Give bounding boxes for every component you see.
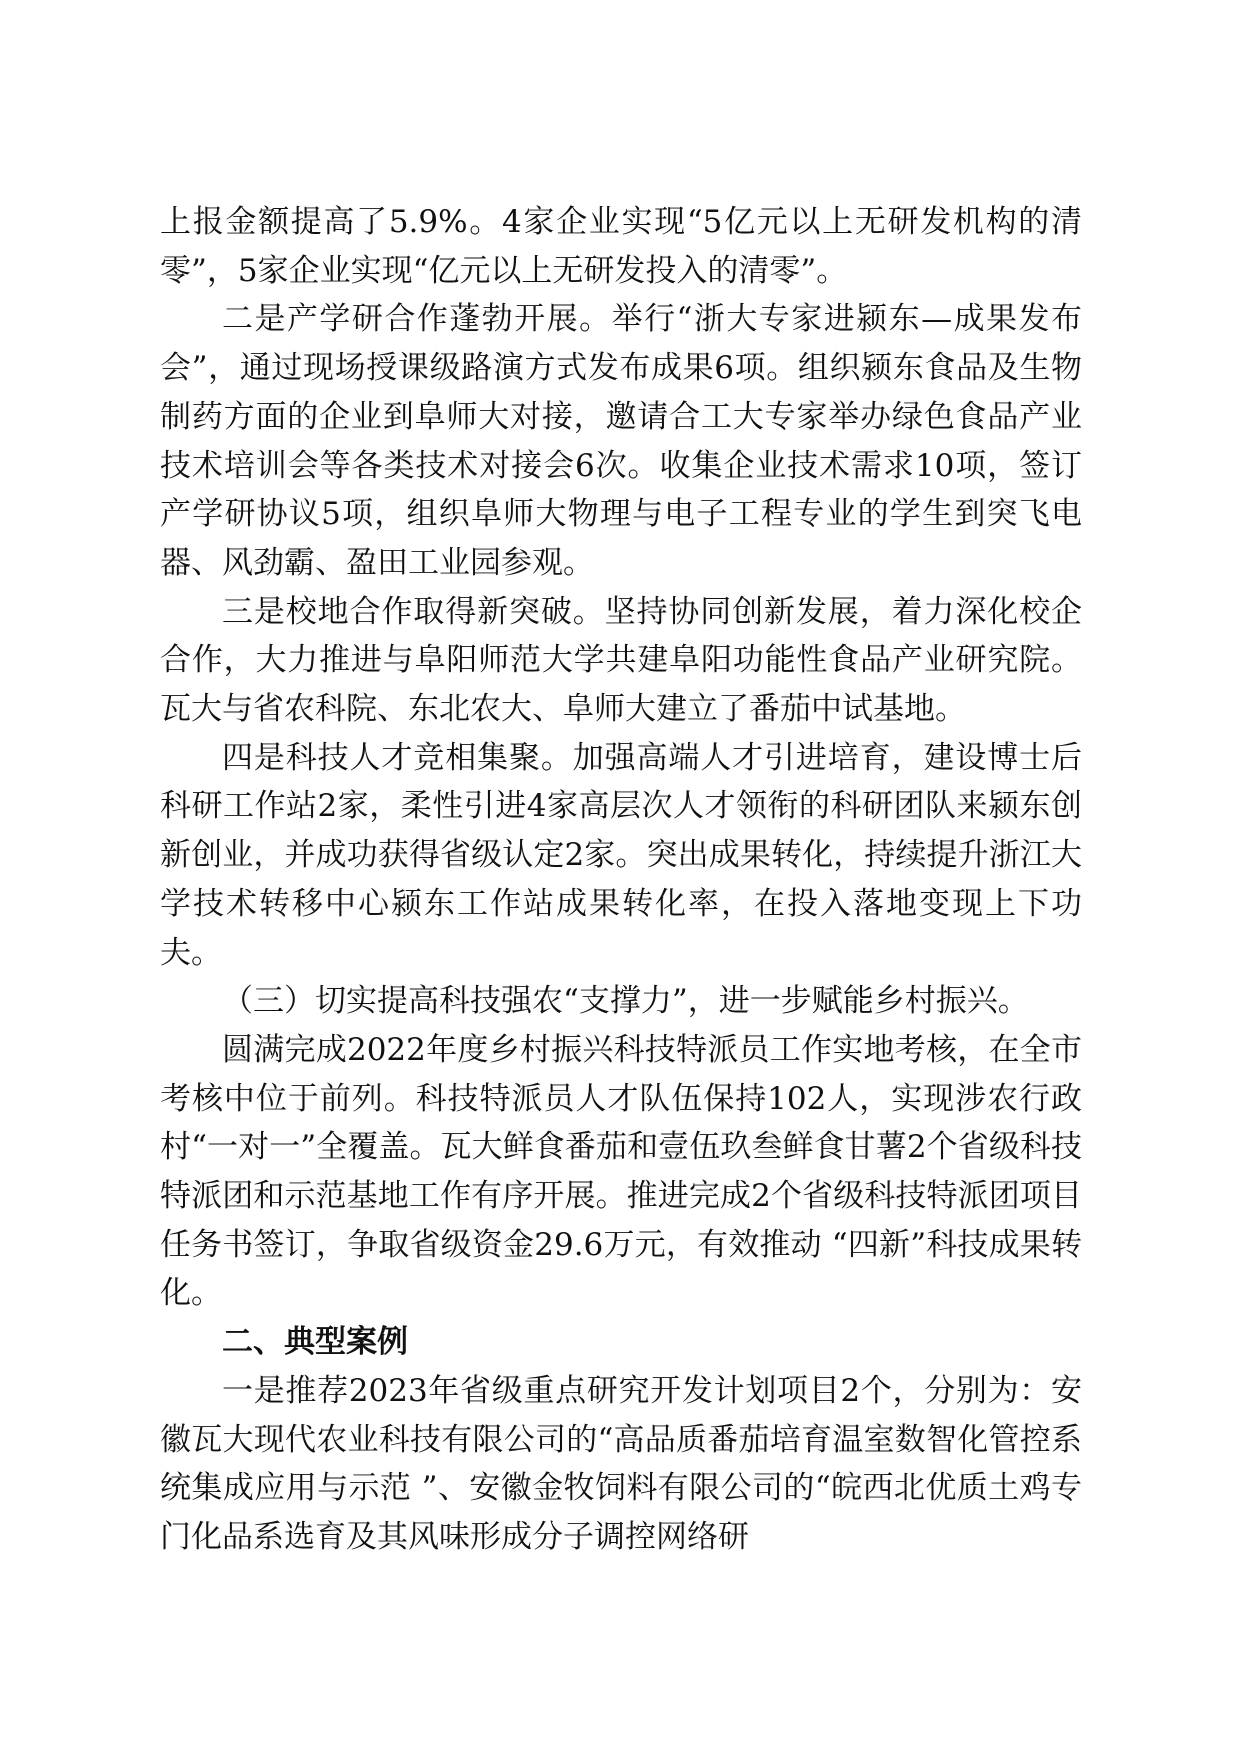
paragraph-continuation: 上报金额提高了5.9%。4家企业实现“5亿元以上无研发机构的清零”，5家企业实现“亿元以上无研发投入的清零”。 [160,204,1082,289]
paragraph-key-projects: 一是推荐2023年省级重点研究开发计划项目2个，分别为：安徽瓦大现代农业科技有限公司的“高品质番茄培育温室数智化管控系统集成应用与示范 ”、安徽金牧饲料有限公司的“皖西北优质土鸡专门化品系选育及其风味形成分子调控网络研 [160,1372,1082,1555]
document-body [160,198,1082,1562]
subsection-heading-agriculture: （三）切实提高科技强农“支撑力”，进一步赋能乡村振兴。 [222,983,1029,1020]
paragraph-industry-university-research: 二是产学研合作蓬勃开展。举行“浙大专家进颍东—成果发布会”，通过现场授课级路演方式发布成果6项。组织颍东食品及生物制药方面的企业到阜师大对接，邀请合工大专家举办绿色食品产业技术培训会等各类技术对接会6次。收集企业技术需求10项，签订产学研协议5项，组织阜师大物理与电子工程专业的学生到突飞电器、风劲霸、盈田工业园参观。 [160,301,1082,581]
paragraph-school-local-cooperation: 三是校地合作取得新突破。坚持协同创新发展，着力深化校企合作，大力推进与阜阳师范大学共建阜阳功能性食品产业研究院。瓦大与省农科院、东北农大、阜师大建立了番茄中试基地。 [160,593,1082,728]
paragraph-talent-gathering: 四是科技人才竞相集聚。加强高端人才引进培育，建设博士后科研工作站2家，柔性引进4家高层次人才领衔的科研团队来颍东创新创业，并成功获得省级认定2家。突出成果转化，持续提升浙江大学技术转移中心颍东工作站成果转化率，在投入落地变现上下功夫。 [160,739,1082,971]
section-heading-typical-cases: 二、典型案例 [222,1324,408,1361]
paragraph-rural-revitalization: 圆满完成2022年度乡村振兴科技特派员工作实地考核，在全市考核中位于前列。科技特派员人才队伍保持102人，实现涉农行政村“一对一”全覆盖。瓦大鲜食番茄和壹伍玖叁鲜食甘薯2个省级科技特派团和示范基地工作有序开展。推进完成2个省级科技特派团项目任务书签订，争取省级资金29.6万元，有效推动 “四新”科技成果转化。 [160,1031,1082,1312]
